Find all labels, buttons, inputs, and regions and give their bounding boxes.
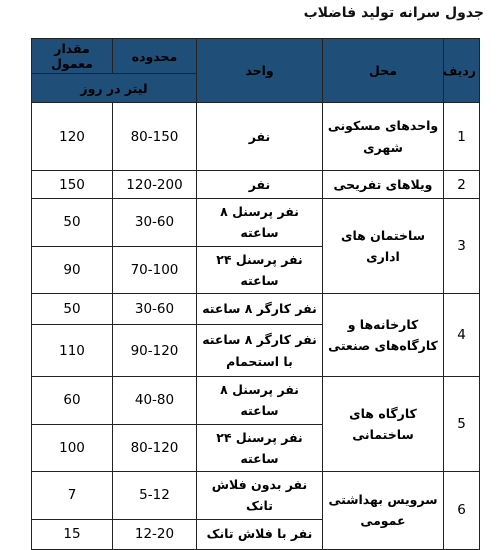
place-cell: ساختمان های اداری: [323, 199, 444, 294]
header-unit: واحد: [197, 39, 323, 103]
header-typical: مقدار معمول: [32, 39, 113, 74]
range-cell: 120-200: [113, 171, 197, 199]
typical-cell: 90: [32, 246, 113, 294]
range-cell: 40-80: [113, 377, 197, 425]
unit-cell: نفر بدون فلاش تانک: [197, 472, 323, 520]
header-row-no: ردیف: [444, 39, 480, 103]
table-row: [32, 171, 480, 199]
unit-cell: نفر کارگر ۸ ساعته با استحمام: [197, 325, 323, 377]
typical-cell: 7: [32, 472, 113, 520]
range-cell: 5-12: [113, 472, 197, 520]
place-cell: ویلاهای تفریحی: [323, 171, 444, 199]
header-unit-label: لیتر در روز: [32, 74, 197, 103]
row-number: 5: [444, 377, 480, 472]
range-cell: 30-60: [113, 199, 197, 247]
row-number: 3: [444, 199, 480, 294]
range-cell: 80-120: [113, 424, 197, 472]
typical-cell: 100: [32, 424, 113, 472]
typical-cell: 110: [32, 325, 113, 377]
place-cell: کارگاه های ساختمانی: [323, 377, 444, 472]
table-row: [32, 103, 480, 171]
row-number: 6: [444, 472, 480, 550]
range-cell: 90-120: [113, 325, 197, 377]
typical-cell: 120: [32, 103, 113, 171]
row-number: 2: [444, 171, 480, 199]
unit-cell: نفر با فلاش تانک: [197, 519, 323, 549]
typical-cell: 60: [32, 377, 113, 425]
unit-cell: نفر پرسنل ۸ ساعته: [197, 199, 323, 247]
unit-cell: نفر پرسنل ۲۴ ساعته: [197, 246, 323, 294]
place-cell: کارخانه‌ها و کارگاه‌های صنعتی: [323, 294, 444, 377]
place-cell: واحدهای مسکونی شهری: [323, 103, 444, 171]
range-cell: 30-60: [113, 294, 197, 325]
table-row: [32, 472, 480, 520]
table-row: [32, 377, 480, 425]
unit-cell: نفر: [197, 103, 323, 171]
typical-cell: 50: [32, 199, 113, 247]
row-number: 4: [444, 294, 480, 377]
range-cell: 70-100: [113, 246, 197, 294]
range-cell: 12-20: [113, 519, 197, 549]
range-cell: 80-150: [113, 103, 197, 171]
place-cell: سرویس بهداشتی عمومی: [323, 472, 444, 550]
unit-cell: نفر پرسنل ۸ ساعته: [197, 377, 323, 425]
typical-cell: 50: [32, 294, 113, 325]
table-row: [32, 294, 480, 325]
typical-cell: 150: [32, 171, 113, 199]
row-number: 1: [444, 103, 480, 171]
table-row: [32, 199, 480, 247]
typical-cell: 15: [32, 519, 113, 549]
unit-cell: نفر کارگر ۸ ساعته: [197, 294, 323, 325]
header-place: محل: [323, 39, 444, 103]
table-caption: جدول سرانه تولید فاضلاب: [303, 5, 484, 21]
unit-cell: نفر پرسنل ۲۴ ساعته: [197, 424, 323, 472]
header-range: محدوده: [113, 39, 197, 74]
unit-cell: نفر: [197, 171, 323, 199]
wastewater-table: [31, 38, 480, 550]
